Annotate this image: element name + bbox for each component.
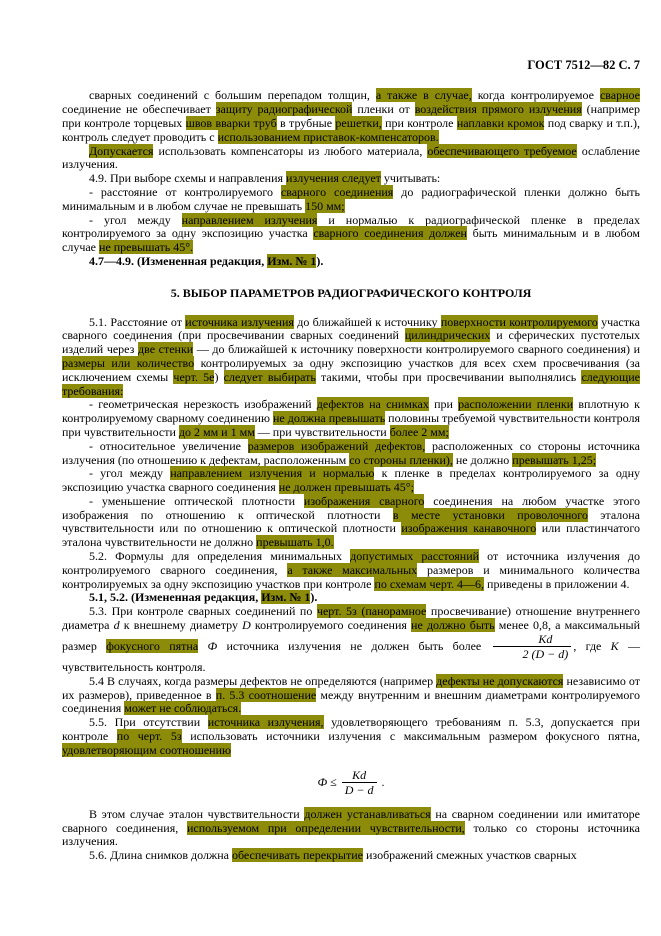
text-segment: при контроле — [381, 115, 457, 130]
highlighted-text: в месте установки проволочного — [392, 507, 588, 522]
fraction: $\frac{Kd}{2 (D - d)}$ — [493, 633, 572, 661]
highlighted-text: сварного соединения — [280, 184, 394, 199]
highlighted-text: следует выбирать — [223, 369, 316, 384]
text-segment: — при чувствительности — [254, 424, 390, 439]
highlighted-text: следующие требования: — [62, 369, 640, 398]
text-segment: когда контролируемое — [471, 88, 600, 103]
paragraph-amendment-4-7-4-9 — [62, 255, 640, 269]
text-segment: 5.3. При контроле сварных соединений по — [89, 604, 317, 619]
highlighted-text: обеспечивающего требуемое — [427, 143, 577, 158]
text-segment: от источника излучения до контролируемого сварного соединения, — [62, 549, 640, 577]
page-header-gost-number: ГОСТ 7512—82 С. 7 — [527, 58, 640, 72]
text-segment: только со стороны источника излучения. — [62, 820, 640, 849]
highlighted-text: обеспечивать перекрытие — [231, 848, 363, 863]
text-segment: Ф — [207, 638, 218, 653]
highlighted-text: размеры или количество — [62, 355, 195, 370]
highlighted-text: излучения следует — [286, 171, 381, 186]
text-segment: удовлетворяющего требованиям п. 5.3, допускается при контроле — [62, 715, 640, 744]
highlighted-text: до 2 мм и 1 мм — [178, 424, 255, 439]
text-segment: такими, чтобы при просвечивании выполнялись — [315, 369, 582, 384]
paragraph-etalon — [62, 808, 640, 849]
text-segment: ). — [310, 590, 318, 605]
text-segment: участка сварного соединения (при просвечивании сварных соединений — [62, 314, 640, 343]
text-segment: ослабление излучения. — [62, 143, 640, 172]
text-segment: - геометрическая нерезкость изображений — [89, 397, 317, 412]
text-segment: (например при контроле торцевых — [62, 102, 641, 130]
highlighted-text: Допускается — [89, 143, 154, 158]
highlighted-text: сварное — [599, 88, 641, 103]
paragraph-5-5 — [62, 716, 640, 757]
highlighted-text: направлением излучения — [181, 212, 318, 227]
highlighted-text: более 2 мм; — [389, 424, 449, 439]
highlighted-text: цилиндрических — [404, 328, 491, 343]
highlighted-text: наплавки кромок — [456, 115, 545, 130]
text-segment: к внешнему диаметру — [119, 618, 243, 633]
paragraph-amendment-5-1-5-2 — [62, 591, 640, 605]
paragraph-compensators — [62, 145, 640, 173]
text-segment: изображений смежных участков сварных — [362, 848, 577, 863]
text-segment: - угол между — [89, 466, 171, 481]
highlighted-text: размеров изображений дефектов, — [247, 438, 426, 453]
highlighted-text: удовлетворяющим соотношению — [62, 742, 231, 757]
text-segment: просвечивание) отношение внутреннего диаметра — [62, 604, 641, 633]
highlighted-text: дефектов на снимках — [316, 397, 429, 412]
text-segment: вплотную к контролируемому сварному соединению — [62, 397, 640, 426]
text-segment: сварных соединений с большим перепадом толщин, — [89, 88, 376, 103]
text-segment: ). — [316, 253, 324, 268]
highlighted-text: черт. 5з (панорамное — [316, 604, 427, 619]
highlighted-text: решетки, — [335, 115, 382, 130]
text-segment: 5.4 В случаях, когда размеры дефектов не определяются (например — [89, 673, 437, 688]
text-segment: размеров и минимального количества контролируемых за одну экспозицию участков при контроле — [62, 562, 641, 591]
text-segment: Ф — [317, 774, 328, 789]
text-segment: между внутренним и внешним диаметрами контролируемого соединения — [62, 687, 640, 716]
paragraph-5-1-item-1 — [62, 398, 640, 439]
text-segment: источника излучения не должен быть более — [217, 638, 491, 653]
text-segment: использовать источники излучения с максимальным размером фокусного пятна, — [181, 729, 640, 744]
highlighted-text: расположении пленки — [458, 397, 574, 412]
text-segment: , где — [573, 638, 611, 653]
text-segment: не должно — [452, 452, 513, 467]
text-segment: пленки от — [352, 102, 415, 117]
highlighted-text: две стенки — [138, 342, 194, 357]
highlighted-text: по черт. 5з — [116, 729, 182, 744]
text-segment: расположенных со стороны источника излучения (по отношению к дефектам, расположенным — [62, 438, 641, 467]
text-segment: — до ближайшей к источнику поверхности контролируемого сварного соединения) и — [193, 342, 640, 357]
highlighted-text: допустимых расстояний — [350, 549, 480, 564]
highlighted-text: сварного соединения должен — [313, 226, 467, 241]
paragraph-4-9-item-2 — [62, 214, 640, 255]
highlighted-text: по схемам черт. 4—6, — [374, 576, 485, 591]
text-segment: независимо от их размеров), приведенное в — [62, 673, 640, 702]
text-segment: быть минимальным и в любом случае — [62, 226, 640, 255]
paragraph-4-9 — [62, 172, 640, 186]
highlighted-text: фокусного пятна — [106, 638, 199, 653]
highlighted-text: Изм. № 1 — [261, 590, 311, 605]
highlighted-text: а также в случае, — [375, 88, 472, 103]
paragraph-5-4 — [62, 675, 640, 716]
text-segment: - расстояние от контролируемого — [89, 184, 281, 199]
highlighted-text: со стороны пленки), — [349, 452, 453, 467]
text-segment: соединение не обеспечивает — [62, 102, 216, 117]
highlighted-text: не должна превышать — [272, 411, 386, 426]
paragraph-4-8-continuation — [62, 89, 640, 144]
highlighted-text: используемом при определении чувствительности, — [186, 820, 465, 835]
text-segment: K — [610, 638, 619, 653]
paragraph-5-6 — [62, 849, 640, 863]
highlighted-text: п. 5.3 соотношение — [215, 687, 317, 702]
paragraph-5-1-item-4 — [62, 495, 640, 550]
highlighted-text: черт. 5е — [173, 369, 215, 384]
highlighted-text: не превышать 45°. — [99, 240, 194, 255]
text-segment: ) — [214, 369, 224, 384]
text-segment: на сварном соединении или имитаторе сварного соединения, — [62, 806, 641, 835]
highlighted-text: не должен превышать 45°; — [278, 480, 414, 495]
highlighted-text: источника излучения — [185, 314, 294, 329]
highlighted-text: воздействия прямого излучения — [414, 102, 582, 117]
text-segment: при — [428, 397, 459, 412]
text-segment: и сферических пустотелых изделий через — [62, 328, 641, 357]
paragraph-5-1-item-3 — [62, 467, 640, 495]
text-segment: к пленке в пределах контролируемого за одну экспозицию участка сварного соединения — [62, 466, 641, 495]
text-segment: и нормалью к радиографической пленке в пределах контролируемого за одну экспозицию участка — [62, 212, 640, 241]
text-segment: - угол между — [89, 212, 182, 227]
text-segment: контролируемого соединения — [250, 618, 412, 633]
text-segment: d — [113, 618, 120, 633]
text-segment: В этом случае эталон чувствительности — [89, 806, 305, 821]
text-segment: или пластинчатого эталона чувствительности не должно — [62, 521, 641, 550]
text-segment: эталона чувствительности или по отношению к оптической плотности — [62, 507, 640, 536]
highlighted-text: а также максимальных — [287, 562, 418, 577]
paragraph-5-1 — [62, 316, 640, 399]
highlighted-text: должен устанавливаться — [304, 806, 431, 821]
text-segment: ≤ — [327, 774, 340, 789]
highlighted-text: изображения канавочного — [401, 521, 537, 536]
highlighted-text: может не соблюдаться. — [124, 701, 242, 716]
text-segment: 5.1, 5.2. (Измененная редакция, — [89, 590, 262, 605]
section-5-heading — [62, 287, 640, 301]
text-segment: 4.7—4.9. (Измененная редакция, — [89, 253, 268, 268]
paragraph-4-9-item-1 — [62, 186, 640, 214]
highlighted-text: направлением излучения и нормалью — [170, 466, 375, 481]
highlighted-text: швов вварки труб — [185, 115, 277, 130]
text-segment: соединения на любом участке этого изображения по отношению к оптической плотности — [62, 493, 640, 522]
text-segment: . — [378, 774, 385, 789]
paragraph-5-2 — [62, 550, 640, 591]
text-segment: 5.5. При отсутствии — [89, 715, 208, 730]
text-segment: под сварку и т.п.), контроль следует проводить с — [62, 115, 640, 144]
text-segment: приведены в приложении 4. — [484, 576, 630, 591]
text-segment: 5.1. Расстояние от — [89, 314, 186, 329]
highlighted-text: 150 мм; — [305, 198, 345, 213]
document-content — [62, 89, 640, 863]
text-segment: до ближайшей к источнику — [293, 314, 441, 329]
fraction: $\frac{Kd}{D - d}$ — [342, 769, 377, 797]
highlighted-text: дефекты не допускаются — [436, 673, 564, 688]
text-segment: 4.9. При выборе схемы и направления — [89, 171, 287, 186]
text-segment: использовать компенсаторы из любого материала, — [153, 143, 428, 158]
text-segment: 5.6. Длина снимков должна — [89, 848, 232, 863]
formula-5-5 — [62, 769, 640, 797]
highlighted-text: изображения сварного — [303, 493, 425, 508]
highlighted-text: Изм. № 1 — [267, 253, 317, 268]
text-segment: в трубные — [276, 115, 336, 130]
highlighted-text: поверхности контролируемого — [440, 314, 598, 329]
highlighted-text: источника излучения, — [207, 715, 324, 730]
text-segment: 5.2. Формулы для определения минимальных — [89, 549, 351, 564]
highlighted-text: превышать 1,25; — [512, 452, 597, 467]
paragraph-5-1-item-2 — [62, 440, 640, 468]
text-segment: 5. ВЫБОР ПАРАМЕТРОВ РАДИОГРАФИЧЕСКОГО КОНТРОЛЯ — [170, 285, 532, 300]
highlighted-text: защиту радиографической — [215, 102, 353, 117]
highlighted-text: превышать 1,0. — [256, 535, 334, 550]
highlighted-text: не должно быть — [411, 618, 495, 633]
text-segment: до радиографической пленки должно быть минимальным и в любом случае не превышать — [62, 184, 641, 213]
text-segment: половины требуемой чувствительности контроля при чувствительности — [62, 411, 641, 439]
text-segment: D — [242, 618, 251, 633]
text-segment: - относительное увеличение — [89, 438, 248, 453]
text-segment: - уменьшение оптической плотности — [89, 493, 304, 508]
text-segment: контролируемых за одну экспозицию участков для всех схем просвечивания (за исключением схемы — [62, 355, 640, 384]
text-segment: менее 0,8, а максимальный размер — [62, 618, 641, 653]
highlighted-text: использованием приставок-компенсаторов. — [217, 129, 439, 144]
paragraph-5-3 — [62, 605, 640, 675]
text-segment: — чувствительность контроля. — [62, 638, 640, 675]
text-segment: учитывать: — [380, 171, 441, 186]
